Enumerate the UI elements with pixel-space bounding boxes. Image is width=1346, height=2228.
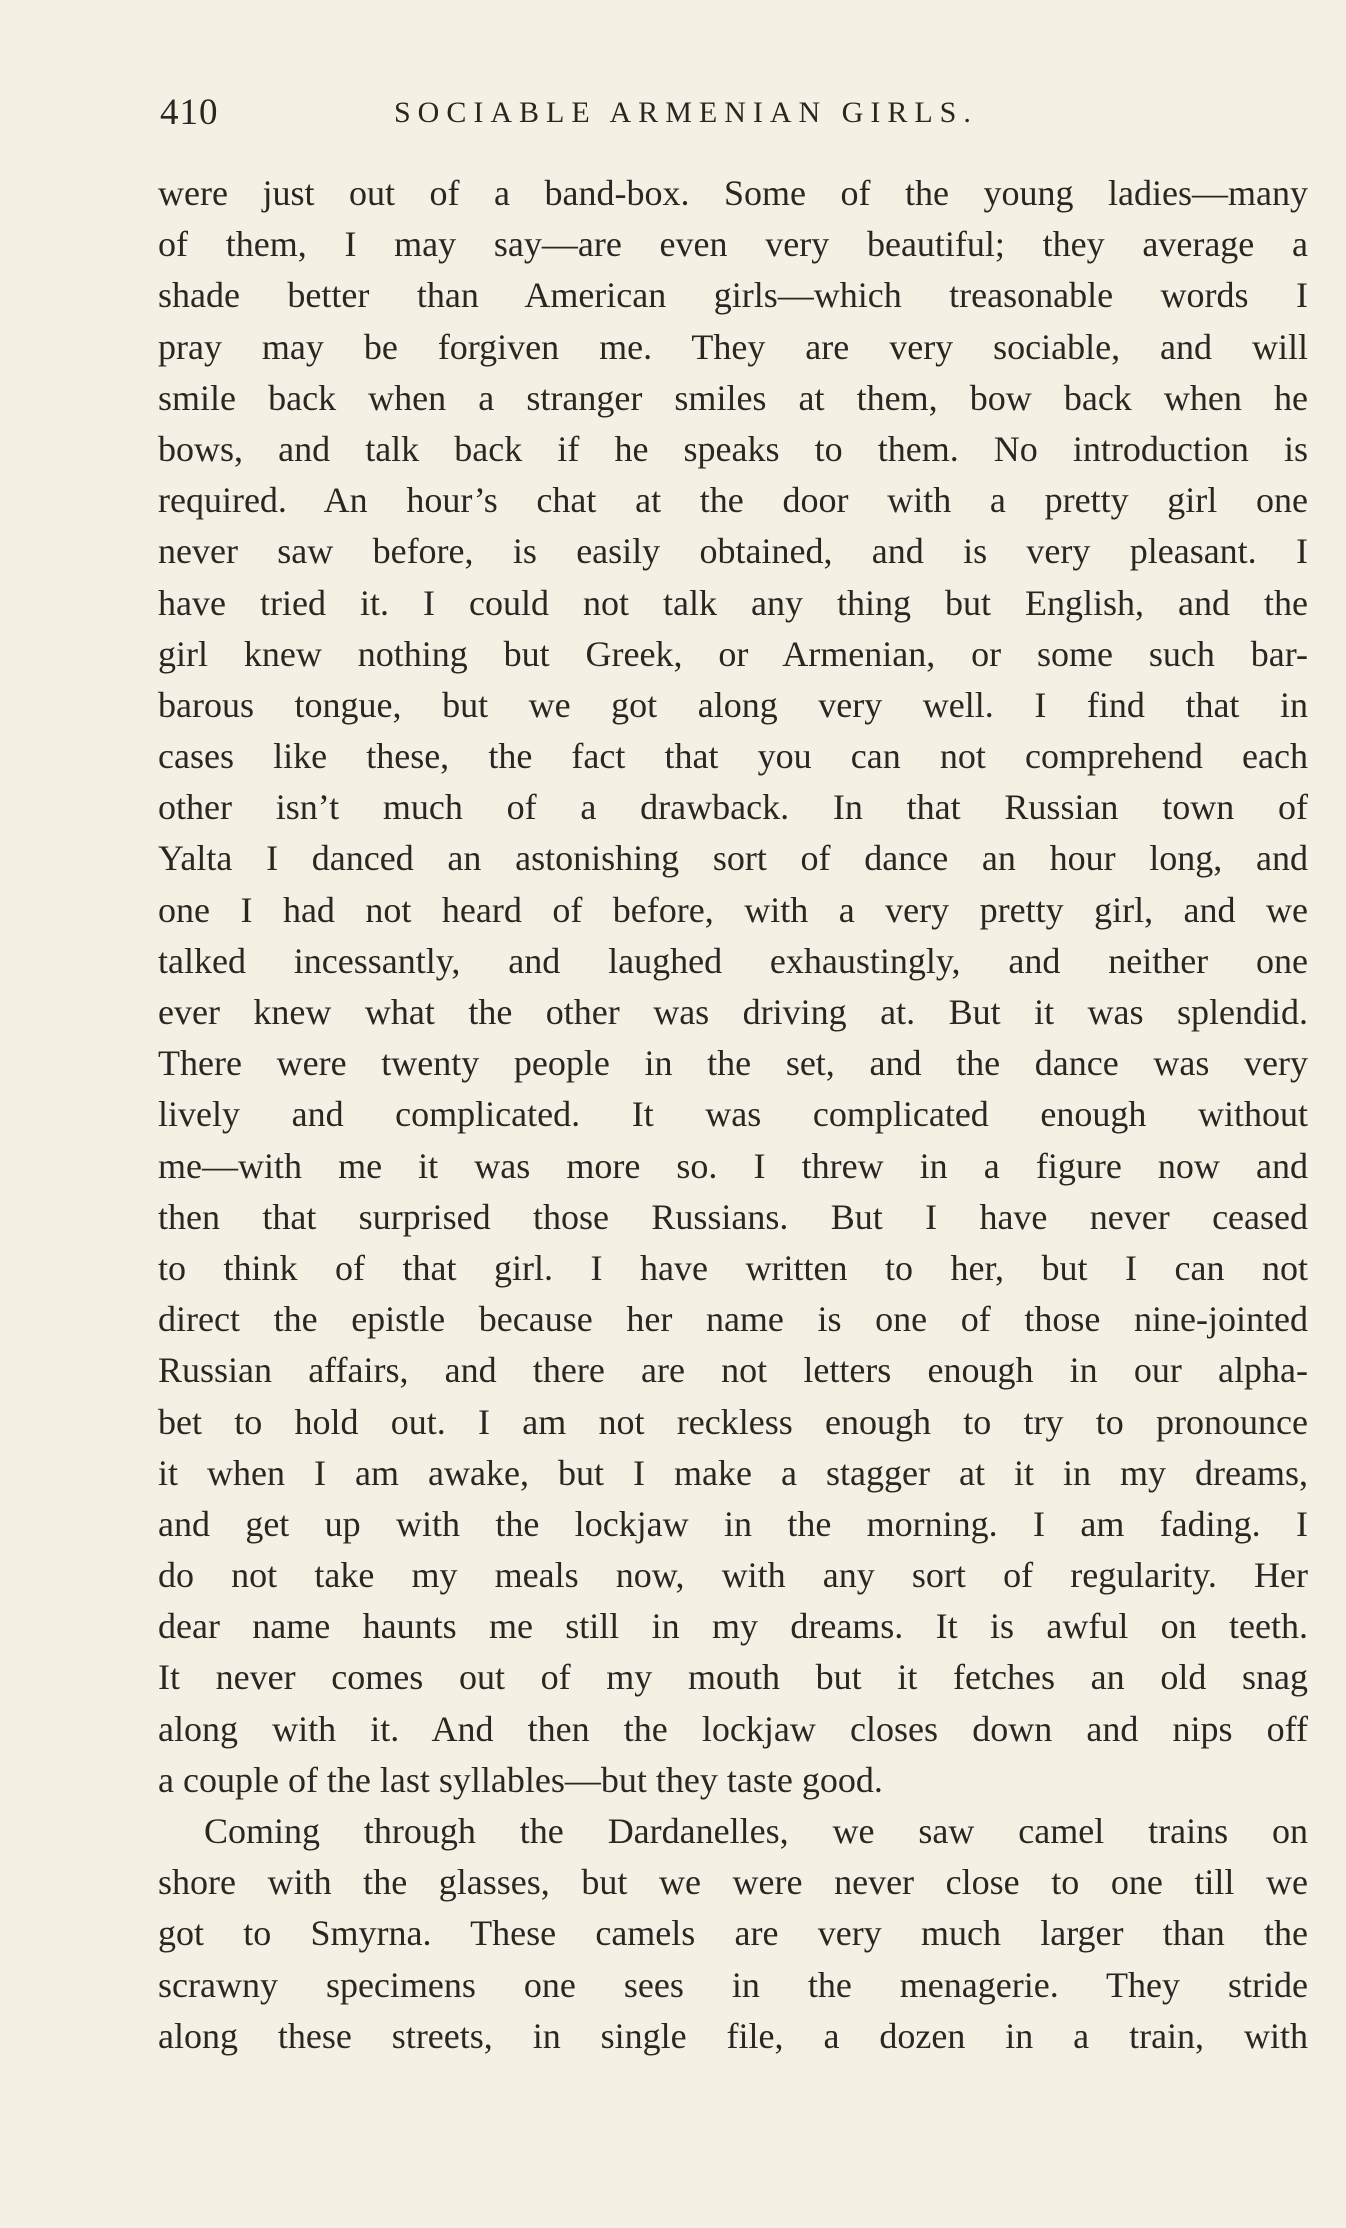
text-line: to think of that girl. I have written to her, but I can not [158, 1247, 1308, 1288]
text-line: shore with the glasses, but we were never close to one till we [158, 1862, 1308, 1903]
text-line: Russian affairs, and there are not letters enough in our alpha- [158, 1350, 1308, 1391]
text-line: and get up with the lockjaw in the morning. I am fading. I [158, 1503, 1308, 1544]
text-line: talked incessantly, and laughed exhaustingly, and neither one [158, 940, 1308, 981]
text-line: along these streets, in single file, a dozen in a train, with [158, 2015, 1308, 2056]
running-title: SOCIABLE ARMENIAN GIRLS. [394, 96, 978, 129]
text-line: were just out of a band-box. Some of the young ladies—many [158, 173, 1308, 213]
text-line: then that surprised those Russians. But I have never ceased [158, 1196, 1308, 1237]
text-line: got to Smyrna. These camels are very much larger than the [158, 1913, 1308, 1954]
text-line: It never comes out of my mouth but it fetches an old snag [158, 1657, 1308, 1698]
text-line: lively and complicated. It was complicated enough without [158, 1094, 1308, 1135]
text-line: never saw before, is easily obtained, and is very pleasant. I [158, 531, 1308, 572]
text-line: one I had not heard of before, with a very pretty girl, and we [158, 889, 1308, 930]
text-line: pray may be forgiven me. They are very sociable, and will [158, 326, 1308, 367]
text-line: required. An hour’s chat at the door with a pretty girl one [158, 480, 1308, 521]
paragraph-start-line: Coming through the Dardanelles, we saw camel trains on [204, 1811, 1308, 1851]
text-line: bet to hold out. I am not reckless enough to try to pronounce [158, 1401, 1308, 1442]
text-line: direct the epistle because her name is one of those nine-jointed [158, 1299, 1308, 1340]
text-line: barous tongue, but we got along very well. I find that in [158, 684, 1308, 725]
text-line: have tried it. I could not talk any thing but English, and the [158, 582, 1308, 623]
text-line: me—with me it was more so. I threw in a figure now and [158, 1145, 1308, 1186]
text-line: girl knew nothing but Greek, or Armenian, or some such bar- [158, 633, 1308, 674]
body-text [158, 168, 1308, 2062]
text-line: cases like these, the fact that you can not comprehend each [158, 736, 1308, 777]
running-head [160, 88, 1310, 138]
paragraph-end-line: a couple of the last syllables—but they taste good. [158, 1759, 883, 1800]
text-line: it when I am awake, but I make a stagger at it in my dreams, [158, 1452, 1308, 1493]
text-line: other isn’t much of a drawback. In that Russian town of [158, 787, 1308, 828]
text-line: of them, I may say—are even very beautiful; they average a [158, 224, 1308, 265]
text-line: scrawny specimens one sees in the menagerie. They stride [158, 1964, 1308, 2005]
text-line: shade better than American girls—which treasonable words I [158, 275, 1308, 316]
text-line: Yalta I danced an astonishing sort of dance an hour long, and [158, 838, 1308, 879]
text-line: There were twenty people in the set, and the dance was very [158, 1043, 1308, 1084]
text-line: dear name haunts me still in my dreams. It is awful on teeth. [158, 1606, 1308, 1647]
text-line: do not take my meals now, with any sort of regularity. Her [158, 1555, 1308, 1596]
text-line: smile back when a stranger smiles at them, bow back when he [158, 377, 1308, 418]
text-line: along with it. And then the lockjaw closes down and nips off [158, 1708, 1308, 1749]
text-line: bows, and talk back if he speaks to them. No introduction is [158, 428, 1308, 469]
page-number: 410 [160, 92, 219, 133]
text-line: ever knew what the other was driving at. But it was splendid. [158, 992, 1308, 1032]
